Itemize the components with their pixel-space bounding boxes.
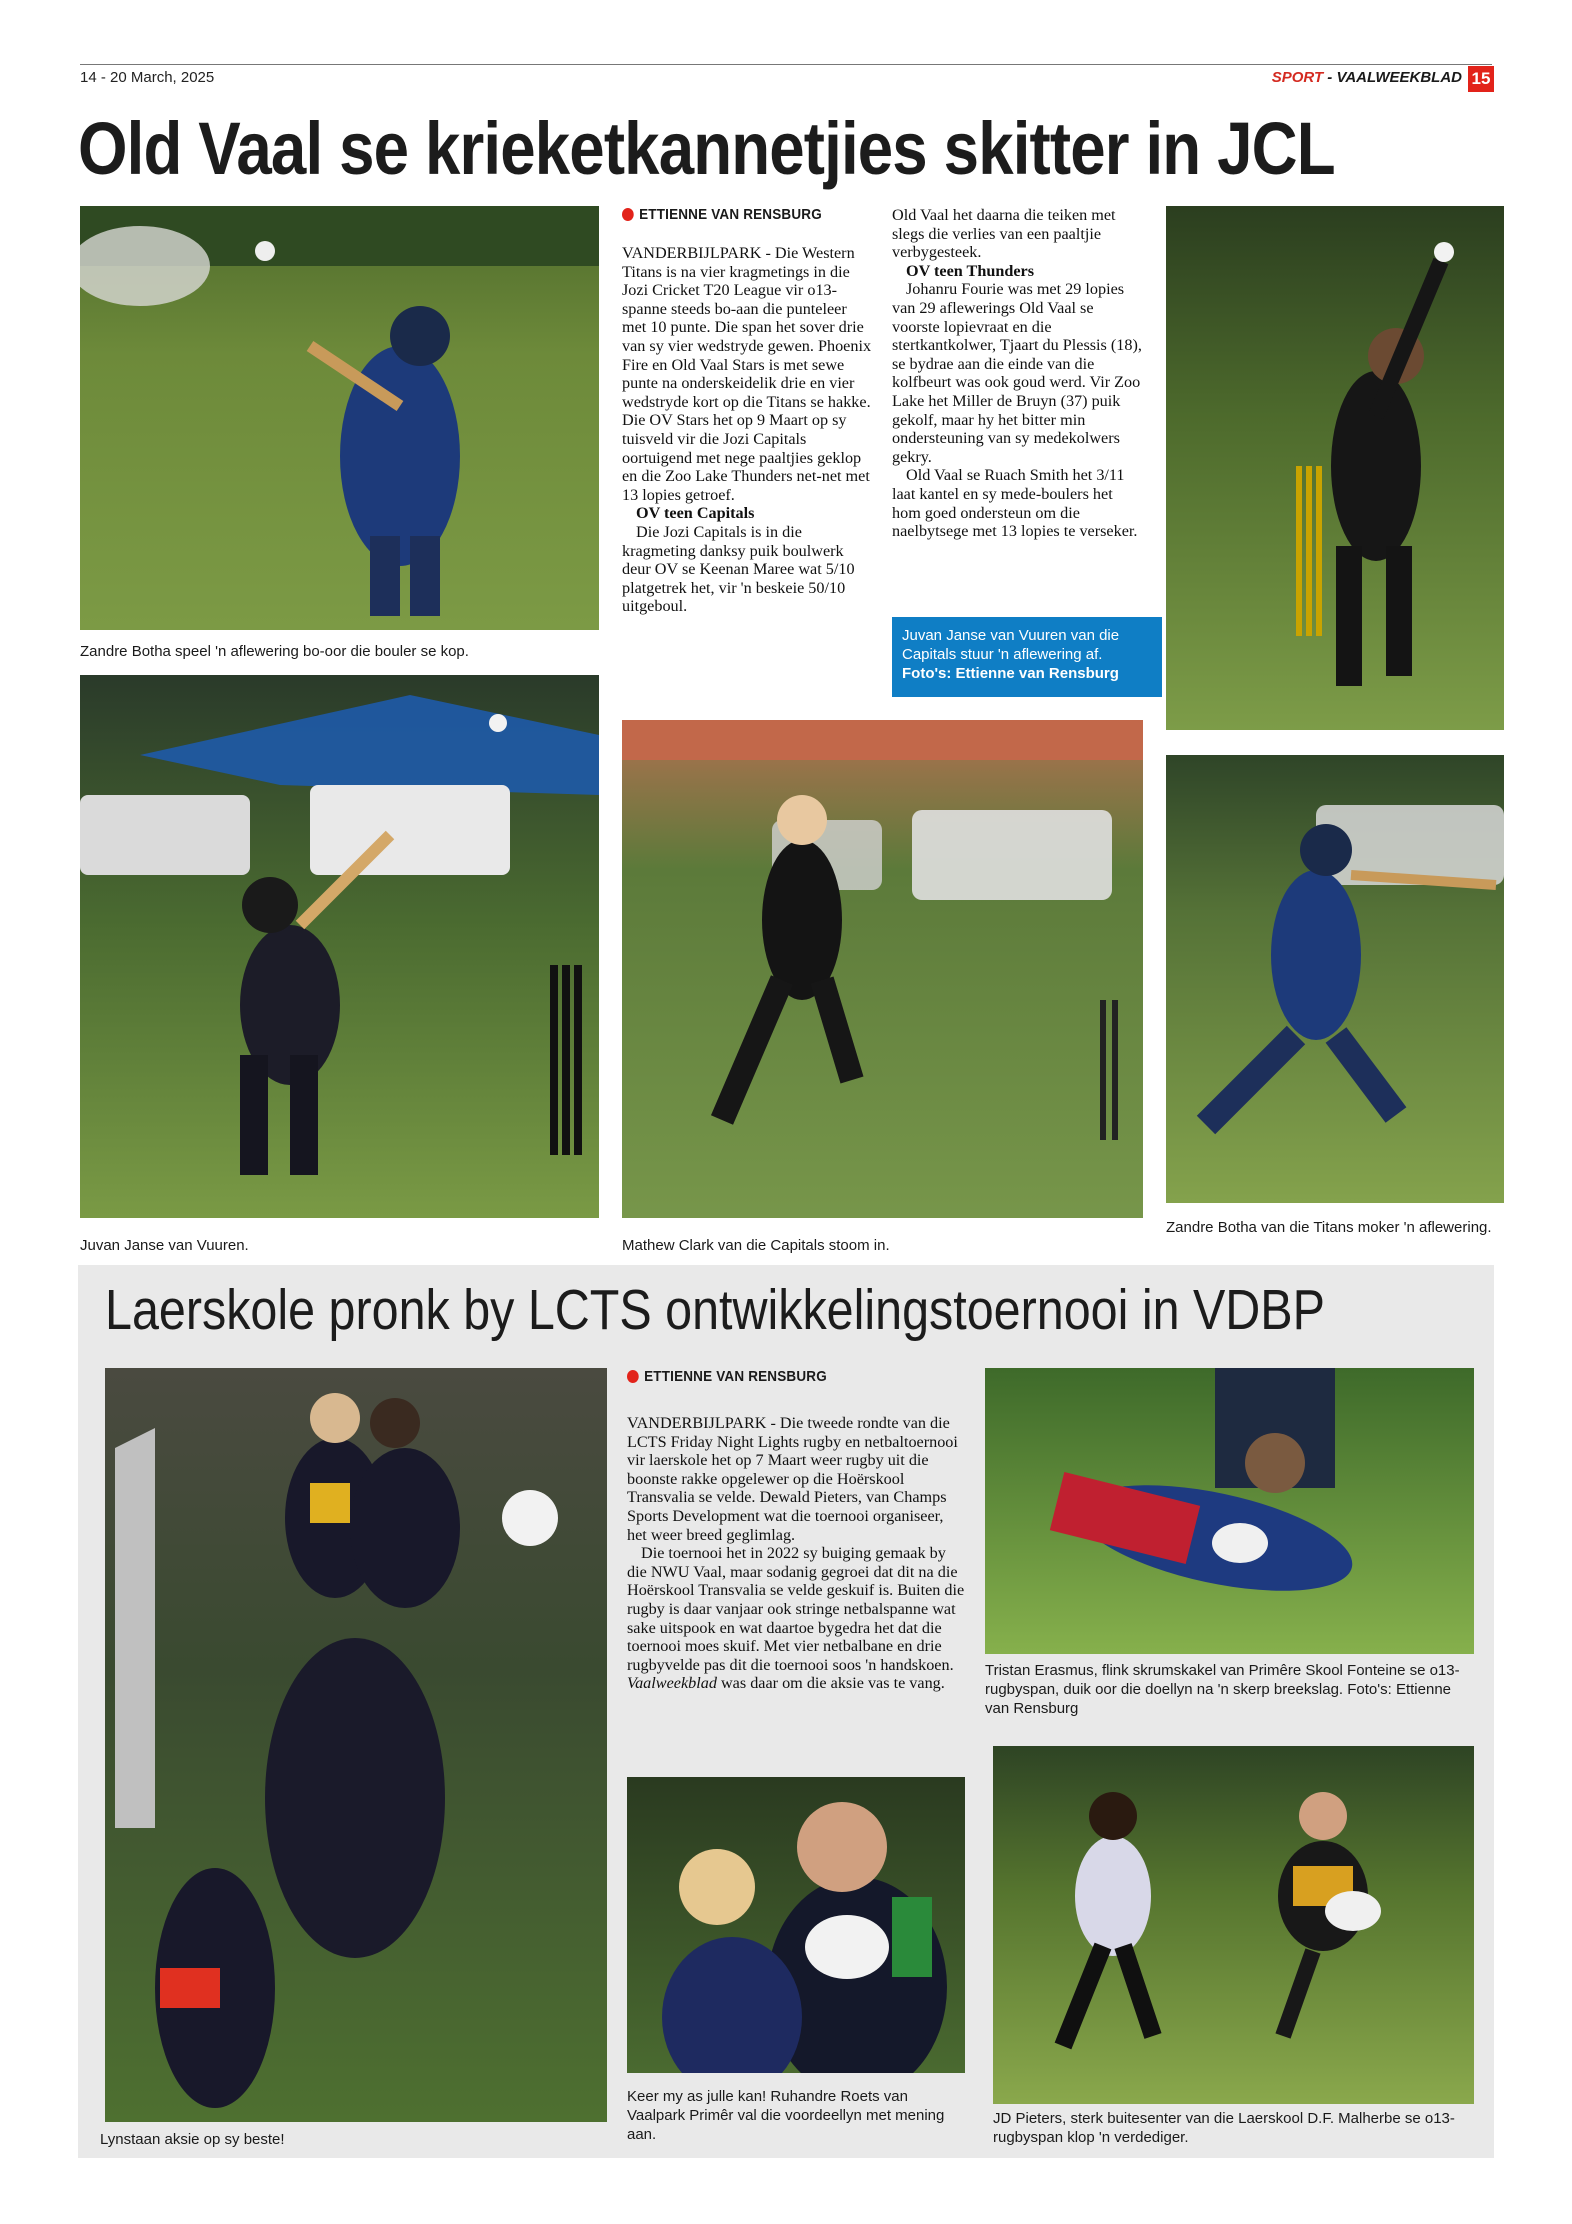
- cricket-batter-photo-icon: [1166, 755, 1504, 1203]
- article2-paragraph-2-text: Die toernooi het in 2022 sy buiging gemaak by die NWU Vaal, maar sodanig gegroei dat dit na die Hoërskool Transvalia se velde geskuif is. Buiten die rugby is daar vanjaar ook stringe netbalspanne wat sake uitspook en wat daartoe bygedra het dat die toernooi moes skuif. Met vier netbalbane en drie rugbyvelde pas dit die toernooi soos 'n handskoen.: [627, 1544, 965, 1674]
- caption-photo-4: Zandre Botha van die Titans moker 'n aflewering.: [1166, 1219, 1492, 1236]
- article2-paper-name: Vaalweekblad: [627, 1674, 717, 1693]
- rugby-runner-photo-icon: [993, 1746, 1474, 2104]
- headline-cricket: Old Vaal se krieketkannetjies skitter in JCL: [78, 107, 1335, 190]
- photo-bowler-top-right: [1166, 206, 1504, 730]
- photo-tackle: [627, 1777, 965, 2073]
- caption-photo-3: Mathew Clark van die Capitals stoom in.: [622, 1237, 890, 1254]
- photo-runner: [993, 1746, 1474, 2104]
- article2-paragraph-2-end: was daar om die aksie vas te vang.: [716, 1674, 945, 1693]
- byline-rugby: [627, 1368, 827, 1385]
- article1-paragraph-2: Die Jozi Capitals is in die kragmeting danksy puik boulwerk deur OV se Keenan Maree wat 5/10 platgetrek het, vir 'n beskeie 50/10 uitgeboul.: [622, 522, 855, 616]
- article2-paragraph-1: VANDERBIJLPARK - Die tweede rondte van die LCTS Friday Night Lights rugby en netbaltoernooi vir laerskole het op 7 Maart weer rugby uit die boonste rakke opgelewer op die Hoërskool Transvalia se velde. Dewald Pieters, van Champs Sports Development wat die toernooi organiseer, het weer breed geglimlag.: [627, 1414, 958, 1544]
- byline-dot-icon: [627, 1370, 639, 1383]
- caption-photo-8: Keer my as julle kan! Ruhandre Roets van Vaalpark Primêr val die voordeellyn met mening aan.: [627, 2088, 945, 2143]
- photo-batter-top-left: [80, 206, 599, 630]
- article1-column-1: [622, 244, 872, 616]
- rugby-tackle-photo-icon: [627, 1777, 965, 2073]
- bluebox-credit: Foto's: Ettienne van Rensburg: [902, 665, 1119, 682]
- byline-name-rugby: ETTIENNE VAN RENSBURG: [644, 1368, 827, 1385]
- caption-photo-9: JD Pieters, sterk buitesenter van die Laerskool D.F. Malherbe se o13-rugbyspan klop 'n verdediger.: [993, 2110, 1455, 2146]
- article1-subhead-thunders: OV teen Thunders: [906, 261, 1035, 280]
- article1-paragraph-1: VANDERBIJLPARK - Die Western Titans is na vier kragmetings in die Jozi Cricket T20 League vir o13-spanne steeds bo-aan die punteleer met 10 punte. Die span het sover drie van sy vier wedstryde gewen. Phoenix Fire en Old Vaal Stars is met sewe punte na onderskeidelik drie en vier wedstryde kort op die Titans se hakke. Die OV Stars het op 9 Maart op sy tuisveld vir die Jozi Capitals oortuigend met nege paaltjies geklop en die Zoo Lake Thunders net-net met 13 lopies getroef.: [622, 244, 872, 504]
- photo-batter-right: [1166, 755, 1504, 1203]
- page-number: 15: [1468, 66, 1494, 92]
- issue-date: 14 - 20 March, 2025: [80, 69, 215, 86]
- section-paper: - VAALWEEKBLAD: [1323, 69, 1462, 86]
- caption-photo-7: Tristan Erasmus, flink skrumskakel van Primêre Skool Fonteine se o13-rugbyspan, duik oor die doellyn na 'n skerp breekslag. Foto's: Ettienne van Rensburg: [985, 1662, 1460, 1717]
- photo-try-dive: [985, 1368, 1474, 1654]
- article1-subhead-capitals: OV teen Capitals: [636, 504, 755, 523]
- article1-column-2: [892, 206, 1142, 541]
- photo-credit-box: [892, 617, 1162, 697]
- byline-dot-icon: [622, 208, 634, 221]
- article1-paragraph-5: Old Vaal se Ruach Smith het 3/11 laat kantel en sy mede-boulers het hom goed ondersteun om die naelbytsege met 13 lopies te verseker.: [892, 466, 1138, 541]
- byline-name: ETTIENNE VAN RENSBURG: [639, 206, 822, 223]
- bluebox-caption: Juvan Janse van Vuuren van die Capitals stuur 'n aflewering af.: [902, 627, 1120, 663]
- article2-paragraph-2: [627, 1544, 967, 1693]
- photo-lineout: [105, 1368, 607, 2122]
- rugby-try-photo-icon: [985, 1368, 1474, 1654]
- headline-rugby: Laerskole pronk by LCTS ontwikkelingstoernooi in VDBP: [105, 1278, 1325, 1342]
- article2-column: [627, 1414, 967, 1693]
- rugby-lineout-photo-icon: [105, 1368, 607, 2122]
- cricket-batter-photo-icon: [80, 675, 599, 1218]
- cricket-bowler-photo-icon: [1166, 206, 1504, 730]
- caption-photo-2: Juvan Janse van Vuuren.: [80, 1237, 249, 1254]
- article1-paragraph-4: Johanru Fourie was met 29 lopies van 29 aflewerings Old Vaal se voorste lopievraat en die stertkantkolwer, Tjaart du Plessis (18), se bydrae aan die einde van die kolfbeurt was ook goud werd. Vir Zoo Lake het Miller de Bruyn (37) puik gekolf, maar hy het bitter min ondersteuning van sy medekolwers gekry.: [892, 280, 1142, 466]
- caption-photo-6: Lynstaan aksie op sy beste!: [100, 2131, 285, 2148]
- section-label: [1240, 69, 1462, 86]
- header-rule: [80, 64, 1492, 65]
- caption-photo-1: Zandre Botha speel 'n aflewering bo-oor die bouler se kop.: [80, 643, 469, 660]
- section-sport: SPORT: [1271, 69, 1324, 86]
- photo-bowler-middle: [622, 720, 1143, 1218]
- article1-paragraph-3: Old Vaal het daarna die teiken met slegs die verlies van een paaltjie verbygesteek.: [892, 206, 1116, 262]
- byline-cricket: [622, 206, 822, 223]
- photo-batter-mid-left: [80, 675, 599, 1218]
- cricket-batter-photo-icon: [80, 206, 599, 630]
- cricket-bowler-photo-icon: [622, 720, 1143, 1218]
